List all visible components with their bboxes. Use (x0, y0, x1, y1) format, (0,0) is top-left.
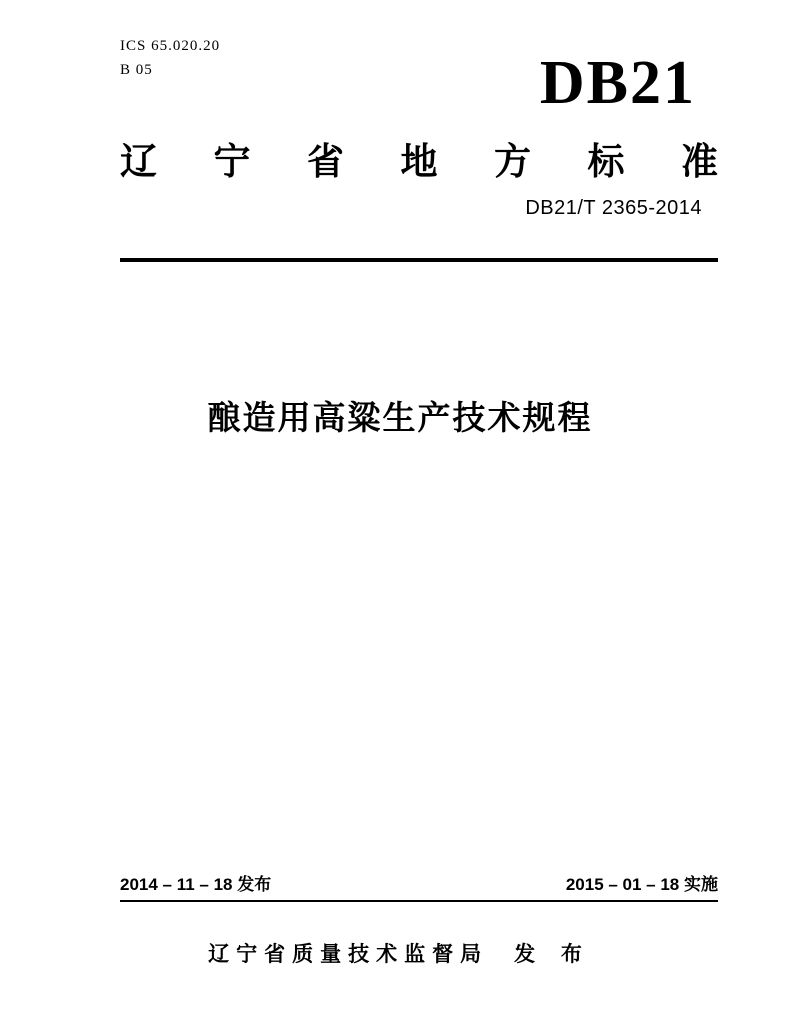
document-title: 酿造用高粱生产技术规程 (207, 399, 593, 436)
standard-name-char: 省 (307, 141, 344, 182)
dates-row (120, 870, 718, 902)
doc-class-code: B 05 (120, 62, 153, 78)
db21-logo: DB21 (539, 49, 696, 117)
ics-classification-block (120, 34, 220, 82)
header-divider-rule (120, 258, 718, 262)
standard-name-char: 标 (587, 141, 625, 182)
standard-name-char: 宁 (213, 141, 251, 182)
ics-code: ICS 65.020.20 (120, 38, 221, 54)
standard-number: DB21/T 2365-2014 (525, 197, 702, 219)
standard-name-char: 地 (400, 141, 438, 182)
implementation-date: 2015 – 01 – 18 实施 (565, 875, 718, 894)
release-label: 发 布 (514, 943, 592, 966)
issue-date: 2014 – 11 – 18 发布 (120, 875, 272, 894)
standard-name-row (120, 140, 718, 184)
standard-name-char: 方 (494, 141, 531, 182)
standard-name-char: 准 (681, 141, 718, 182)
publisher-name: 辽宁省质量技术监督局 (208, 943, 489, 966)
standard-name-char: 辽 (120, 141, 157, 182)
publisher-row (0, 938, 800, 968)
